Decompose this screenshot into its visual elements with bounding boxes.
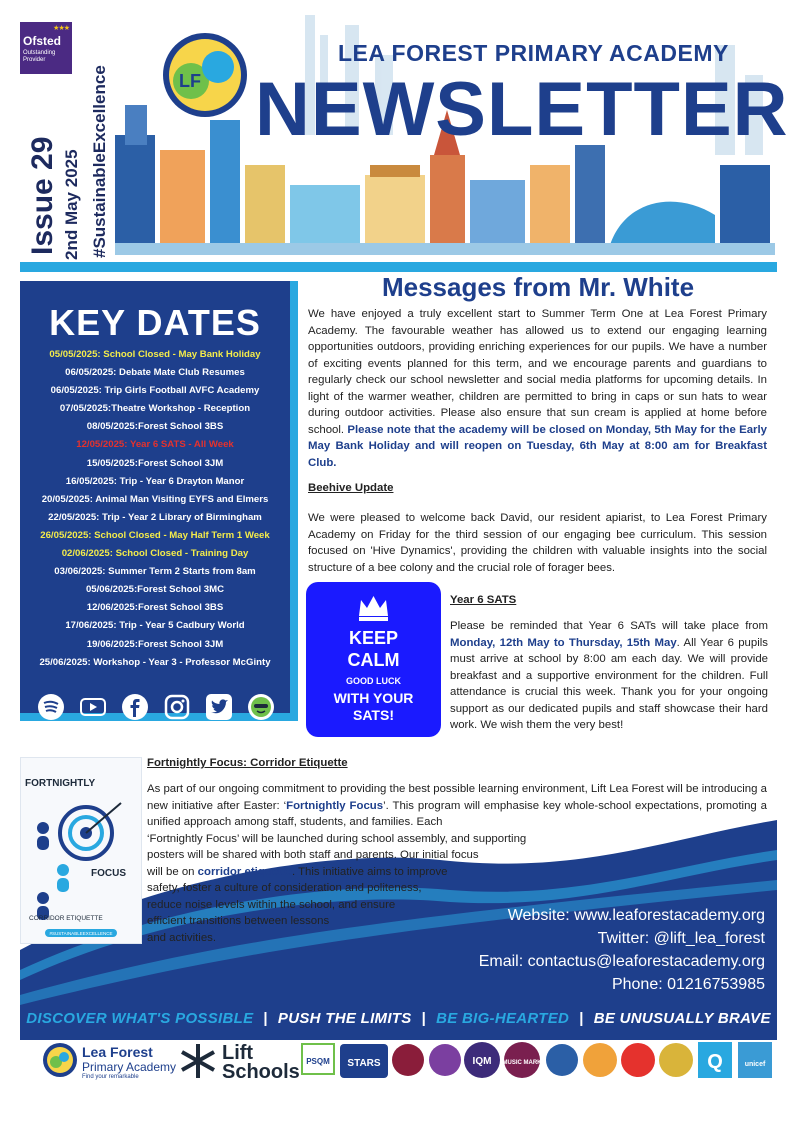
messages-paragraph: We have enjoyed a truly excellent start to Summer Term One at Lea Forest Primary Academy. The favourable weather has allowed us to extend our engaging learning opportunities outdoors, providing enriching experiences for our pupils. We have a number of exciting events planned for this term, and we encourage parents and guardians to regularly check our school newsletter and social media platforms for upcoming details. In light of the warmer weather, children are permitted to bring in caps or sun hats to wear during outdoor activities. Please also ensure that sun cream is applied at home before school. — [308, 308, 767, 436]
key-date-item: 06/05/2025: Debate Mate Club Resumes — [65, 367, 245, 379]
poster-focus: FOCUS — [91, 868, 126, 879]
tagline-separator: | — [263, 1009, 268, 1027]
twitter-link[interactable]: Twitter: @lift_lea_forest — [597, 930, 765, 947]
fortnightly-text: and activities. — [147, 931, 217, 944]
building — [210, 120, 240, 245]
library-building — [610, 202, 715, 245]
key-date-item: 19/06/2025:Forest School 3JM — [86, 638, 224, 650]
unicef-badge — [738, 1042, 772, 1078]
ground — [115, 243, 775, 255]
youtube-icon[interactable] — [78, 692, 108, 722]
key-date-item: 03/06/2025: Summer Term 2 Starts from 8am — [54, 566, 256, 578]
poster-tag: #SUSTAINABLEEXCELLENCE — [49, 931, 113, 936]
key-date-item: 15/05/2025:Forest School 3JM — [86, 457, 224, 469]
values-tagline — [20, 1004, 777, 1032]
messages-title: Messages from Mr. White — [381, 272, 695, 302]
website-link[interactable]: Website: www.leaforestacademy.org — [507, 907, 765, 924]
fortnightly-focus-poster — [20, 757, 142, 944]
key-dates-list — [24, 346, 286, 672]
keep-calm-line: WITH YOUR — [333, 690, 414, 706]
poster-title: FORTNIGHTLY — [25, 778, 96, 789]
key-date-item: 16/05/2025: Trip - Year 6 Drayton Manor — [65, 475, 245, 487]
key-date-item: 22/05/2025: Trip - Year 2 Library of Birmingham — [48, 511, 262, 523]
building — [125, 105, 147, 145]
fortnightly-heading: Fortnightly Focus: Corridor Etiquette — [147, 757, 348, 769]
header-divider — [20, 262, 777, 272]
tagline-value: BE BIG-HEARTED — [436, 1009, 570, 1027]
social-icons — [36, 690, 276, 724]
issue-number: Issue 29 — [26, 136, 59, 255]
keep-calm-line: GOOD LUCK — [346, 676, 401, 686]
crown-icon — [356, 592, 391, 622]
key-date-item: 12/05/2025: Year 6 SATS - All Week — [76, 439, 234, 451]
issue-date: 2nd May 2025 — [62, 149, 81, 260]
tagline-separator: | — [579, 1009, 584, 1027]
building — [245, 165, 285, 245]
classdojo-icon[interactable] — [246, 692, 276, 722]
key-date-item: 26/05/2025: School Closed - May Half Term 1 Week — [40, 529, 270, 541]
key-date-item: 08/05/2025:Forest School 3BS — [86, 421, 224, 433]
lift-logo-line: Schools — [222, 1061, 300, 1083]
sats-heading: Year 6 SATS — [450, 594, 517, 606]
keep-calm-line: KEEP — [348, 628, 399, 648]
sats-text: . All Year 6 pupils must arrive at school by 8:00 am each day. We will provide breakfast and a supportive environment for the children. Full attendance is crucial this week. Thank you for your ongoing support as our dedicated pupils and staff showcase their hard work. We wish them the very best! — [450, 636, 768, 731]
ofsted-badge — [20, 22, 72, 74]
key-date-item: 02/06/2025: School Closed - Training Day — [61, 548, 249, 560]
fortnightly-text: posters will be shared with both staff and parents. Our initial focus — [147, 849, 479, 861]
star-icons: ★★★ — [53, 25, 69, 32]
instagram-icon[interactable] — [162, 692, 192, 722]
building — [470, 180, 525, 245]
sats-body — [450, 618, 768, 734]
building — [160, 150, 205, 245]
tagline-separator: | — [421, 1009, 427, 1027]
svg-text:unicef: unicef — [744, 1061, 766, 1068]
key-date-item: 07/05/2025:Theatre Workshop - Reception — [59, 403, 251, 415]
spotify-icon[interactable] — [36, 692, 66, 722]
building — [720, 165, 770, 245]
keep-calm-line: CALM — [347, 650, 400, 670]
svg-text:Q: Q — [707, 1051, 723, 1073]
closure-notice: Please note that the academy will be closed on Monday, 5th May for the Early May Bank Holiday and will reopen on Tuesday, 6th May at 8:00 am for Breakfast Club. — [308, 423, 767, 469]
beehive-heading: Beehive Update — [308, 482, 394, 494]
hashtag: #SustainableExcellence — [90, 65, 109, 258]
key-dates-title: KEY DATES — [49, 302, 261, 343]
key-date-item: 05/06/2025:Forest School 3MC — [85, 584, 225, 596]
svg-text:PSQM: PSQM — [306, 1057, 330, 1066]
building-roof — [370, 165, 420, 177]
facebook-icon[interactable] — [120, 692, 150, 722]
fortnightly-text: safety, foster a culture of consideration and politeness, — [147, 882, 422, 894]
school-crest-icon — [42, 1042, 78, 1078]
accreditation-badges — [300, 1038, 775, 1086]
lf-logo-motto: Find your remarkable — [82, 1074, 139, 1080]
tagline-value: BE UNUSUALLY BRAVE — [593, 1009, 771, 1027]
keep-calm-poster — [306, 582, 441, 737]
key-date-item: 05/05/2025: School Closed - May Bank Holiday — [49, 349, 261, 360]
ofsted-name: Ofsted — [23, 34, 62, 48]
key-date-item: 06/05/2025: Trip Girls Football AVFC Academy — [50, 385, 260, 397]
lea-forest-logo — [42, 1042, 177, 1083]
building — [290, 185, 360, 245]
key-date-item: 17/06/2025: Trip - Year 5 Cadbury World — [65, 620, 245, 632]
svg-text:STARS: STARS — [347, 1058, 381, 1069]
building — [115, 135, 155, 245]
school-logo — [163, 33, 247, 117]
tagline-value: DISCOVER WHAT'S POSSIBLE — [26, 1009, 254, 1027]
logo-letters: LF — [179, 71, 201, 91]
key-date-item: 12/06/2025:Forest School 3BS — [86, 602, 224, 614]
building — [430, 155, 465, 245]
building — [530, 165, 570, 245]
lift-star-icon — [178, 1042, 218, 1080]
key-date-item: 25/06/2025: Workshop - Year 3 - Professor McGinty — [39, 656, 271, 668]
building — [575, 145, 605, 245]
fortnightly-text: will be on corridor etiquette. This initiative aims to improve — [147, 865, 448, 878]
key-date-item: 20/05/2025: Animal Man Visiting EYFS and Elmers — [41, 493, 269, 505]
poster-caption: CORRIDOR ETIQUETTE — [29, 915, 103, 922]
phone-number: Phone: 01216753985 — [611, 976, 765, 993]
fortnightly-text: reduce noise levels within the school, and ensure — [147, 898, 396, 911]
email-link[interactable]: Email: contactus@leaforestacademy.org — [478, 953, 765, 970]
ofsted-sub: Outstanding Provider — [23, 50, 56, 63]
svg-text:MUSIC MARK: MUSIC MARK — [502, 1060, 542, 1066]
lf-logo-sub: Primary Academy — [82, 1060, 177, 1074]
beehive-body: We were pleased to welcome back David, our resident apiarist, to Lea Forest Primary Academy on Friday for the third session of our engaging bee curriculum. This session focused on 'Hive Dynamics', providing the children with valuable insights into the social structure of a bee colony and the crucial role of forager bees. — [308, 512, 767, 574]
building — [365, 175, 425, 245]
tagline-value: PUSH THE LIMITS — [277, 1009, 412, 1027]
sats-dates: Monday, 12th May to Thursday, 15th May — [450, 636, 677, 649]
svg-text:IQM: IQM — [472, 1056, 492, 1067]
newsletter-title: NEWSLETTER — [255, 67, 789, 152]
fortnightly-text: As part of our ongoing commitment to providing the best possible learning environment, Lift Lea Forest will be introducing a new initiative after Easter: ‘Fortnightly Focus’. This program will emphasise key whole-school expectations, promoting a unified approach among staff, students, and families. Each — [147, 783, 767, 828]
school-name: LEA FOREST PRIMARY ACADEMY — [338, 40, 729, 66]
messages-body — [308, 306, 767, 471]
sats-text: Please be reminded that Year 6 SATs will take place from — [450, 620, 768, 632]
keep-calm-line: SATS! — [353, 707, 394, 723]
fortnightly-text: ‘Fortnightly Focus’ will be launched during school assembly, and supporting — [147, 832, 527, 845]
lift-logo-line: Lift — [222, 1042, 254, 1064]
lf-logo-name: Lea Forest — [82, 1044, 153, 1060]
fortnightly-text: efficient transitions between lessons — [147, 915, 330, 927]
twitter-icon[interactable] — [204, 692, 234, 722]
